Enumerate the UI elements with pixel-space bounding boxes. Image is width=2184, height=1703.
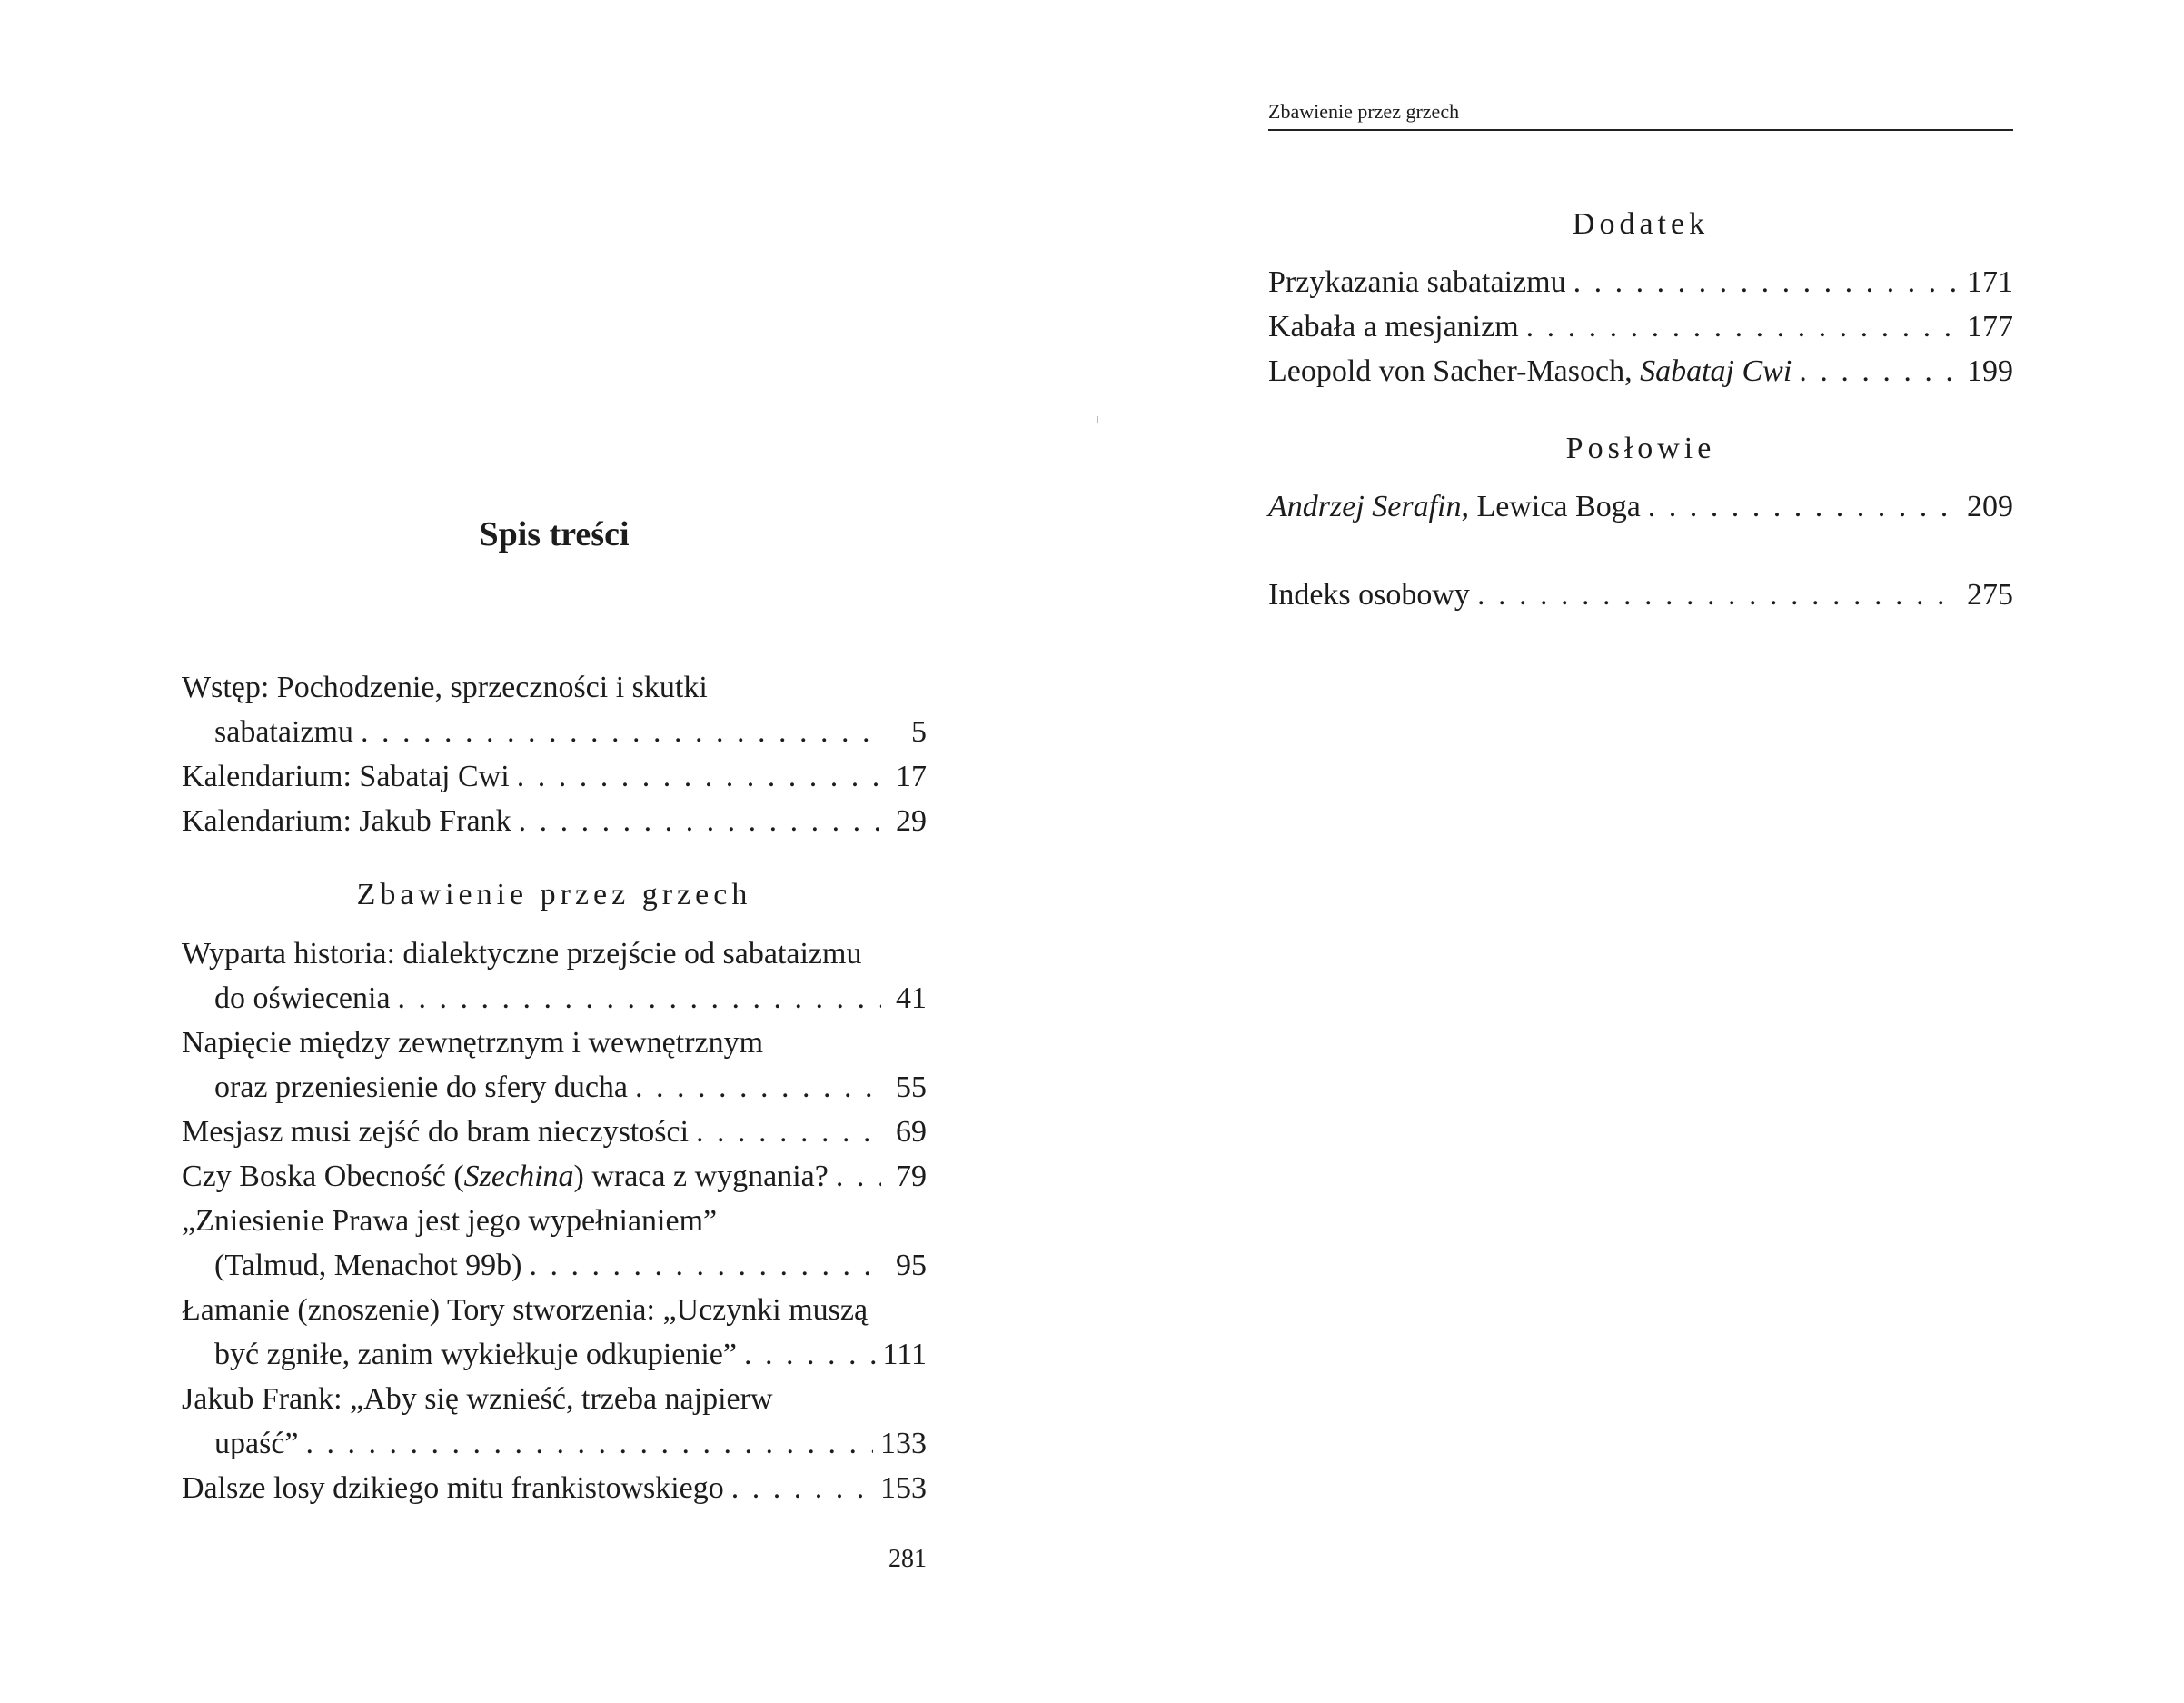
appendix-entries [1268, 260, 2013, 393]
entry-line: Kalendarium: Sabataj Cwi [182, 760, 510, 793]
toc-title: Spis treści [479, 515, 630, 553]
dot-leader [635, 1065, 881, 1110]
appendix-heading: Dodatek [1572, 207, 1710, 241]
dot-leader [361, 710, 881, 754]
toc-entry[interactable] [1268, 304, 2013, 349]
toc-entry[interactable] [1268, 349, 2013, 393]
toc-entry[interactable] [182, 1110, 927, 1154]
entry-line: (Talmud, Menachot 99b) [214, 1249, 522, 1282]
toc-entry[interactable] [1268, 260, 2013, 304]
section-heading: Zbawienie przez grzech [356, 878, 752, 911]
page-number: 79 [896, 1160, 927, 1193]
dot-leader [836, 1154, 881, 1199]
afterword-entries [1268, 484, 2013, 529]
page-number: 177 [1967, 310, 2013, 344]
dot-leader [1526, 304, 1960, 349]
toc-entry-calendar-sabbatai[interactable] [182, 754, 927, 799]
dot-leader [696, 1110, 881, 1154]
page-number: 69 [896, 1115, 927, 1149]
toc-entry[interactable] [182, 1154, 927, 1199]
page-number: 111 [882, 1338, 927, 1371]
entry-line: Dalsze losy dzikiego mitu frankistowskiego [182, 1471, 724, 1505]
entry-line: Czy Boska Obecność (Szechina) wraca z wygnania? [182, 1160, 829, 1193]
toc-entry[interactable] [182, 1199, 927, 1288]
entry-line: Wstęp: Pochodzenie, sprzeczności i skutki [182, 671, 708, 704]
entry-line: Indeks osobowy [1268, 578, 1470, 612]
toc-entry-calendar-frank[interactable] [182, 799, 927, 843]
entry-line: Napięcie między zewnętrznym i wewnętrznym [182, 1026, 764, 1060]
dot-leader [529, 1243, 881, 1288]
dot-leader [398, 976, 881, 1021]
toc-entry[interactable] [182, 931, 927, 1021]
page-number: 209 [1967, 490, 2013, 523]
entry-line: Kalendarium: Jakub Frank [182, 804, 511, 838]
entry-line: Wyparta historia: dialektyczne przejście od sabataizmu [182, 937, 862, 971]
entry-line: Przykazania sabataizmu [1268, 265, 1566, 299]
page-number: 275 [1967, 578, 2013, 612]
page-folio: 281 [888, 1545, 927, 1573]
toc-entry-introduction[interactable] [182, 665, 927, 754]
dot-leader [1799, 349, 1960, 393]
entry-line: sabataizmu [214, 715, 353, 749]
afterword-heading: Posłowie [1565, 432, 1716, 465]
toc-entry-index[interactable] [1268, 573, 2013, 617]
entry-line: Jakub Frank: „Aby się wznieść, trzeba najpierw [182, 1382, 773, 1416]
dot-leader [1477, 573, 1960, 617]
page-number: 17 [896, 760, 927, 793]
entry-line: Leopold von Sacher-Masoch, Sabataj Cwi [1268, 354, 1792, 388]
index-entries [1268, 573, 2013, 617]
entry-line: Andrzej Serafin, Lewica Boga [1268, 490, 1641, 523]
page-number: 55 [896, 1071, 927, 1104]
page-number: 29 [896, 804, 927, 838]
right-page [1092, 0, 2184, 1703]
entry-line: „Zniesienie Prawa jest jego wypełnianiem” [182, 1204, 718, 1238]
entry-line: Kabała a mesjanizm [1268, 310, 1519, 344]
dot-leader [1648, 484, 1960, 529]
toc-entry[interactable] [182, 1377, 927, 1466]
entry-line: upaść” [214, 1427, 299, 1460]
page-number: 153 [880, 1471, 927, 1505]
front-entries [182, 665, 927, 843]
running-header: Zbawienie przez grzech [1268, 100, 2013, 131]
page-number: 171 [1967, 265, 2013, 299]
toc-entry[interactable] [182, 1466, 927, 1510]
page-number: 41 [896, 981, 927, 1015]
toc-entry[interactable] [182, 1288, 927, 1377]
dot-leader [306, 1421, 873, 1466]
dot-leader [517, 754, 881, 799]
page-number: 199 [1967, 354, 2013, 388]
page-number: 95 [896, 1249, 927, 1282]
toc-entry[interactable] [1268, 484, 2013, 529]
page-number: 5 [911, 715, 927, 749]
section-entries [182, 931, 927, 1510]
dot-leader [1573, 260, 1960, 304]
entry-line: Mesjasz musi zejść do bram nieczystości [182, 1115, 690, 1149]
dot-leader [519, 799, 881, 843]
entry-line: być zgniłe, zanim wykiełkuje odkupienie” [214, 1338, 737, 1371]
dot-leader [744, 1332, 876, 1377]
toc-entry[interactable] [182, 1021, 927, 1110]
entry-line: oraz przeniesienie do sfery ducha [214, 1071, 628, 1104]
dot-leader [731, 1466, 873, 1510]
page-number: 133 [880, 1427, 927, 1460]
entry-line: Łamanie (znoszenie) Tory stworzenia: „Uczynki muszą [182, 1293, 869, 1327]
entry-line: do oświecenia [214, 981, 391, 1015]
